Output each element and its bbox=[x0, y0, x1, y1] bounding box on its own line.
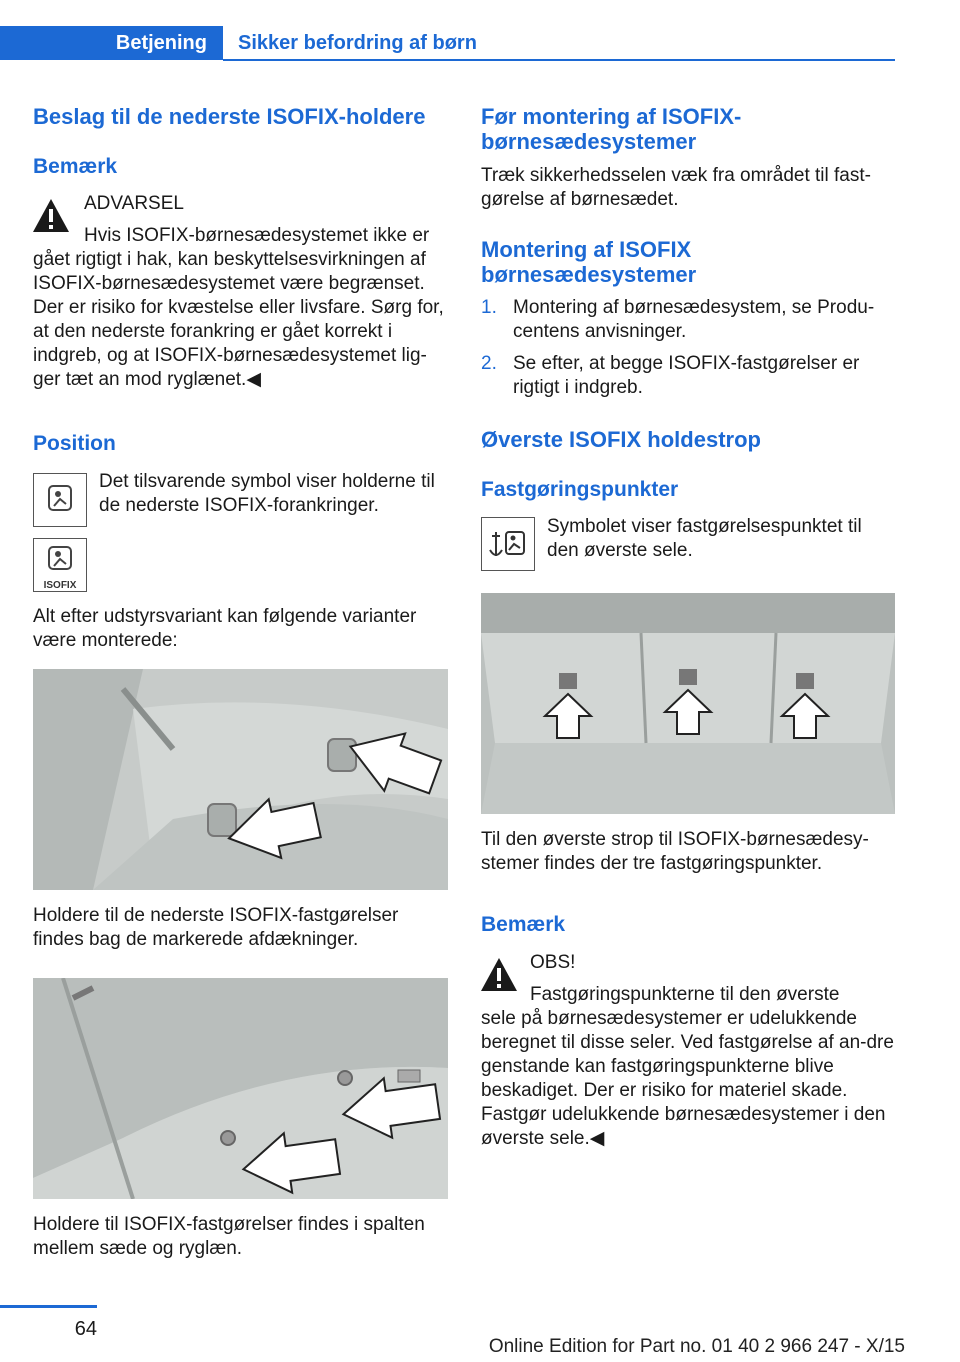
edition-text: Online Edition for Part no. 01 40 2 966 247 - X/15 bbox=[488, 1336, 905, 1357]
top-tether-symbol bbox=[481, 517, 535, 571]
child-seat-symbol bbox=[33, 473, 87, 527]
trunk-caption: Til den øverste strop til ISOFIX-børnesædesy-stemer findes der tre fastgøringspunkter. bbox=[481, 829, 869, 874]
list-item bbox=[481, 352, 895, 400]
fastgoring-text: Symbolet viser fastgørelsespunktet til den øverste sele. bbox=[547, 516, 862, 561]
list-item bbox=[481, 296, 895, 344]
caption-covers: Holdere til de nederste ISOFIX-fastgørelser findes bag de markerede afdækninger. bbox=[33, 905, 399, 950]
warning-body: gået rigtigt i hak, kan beskyttelsesvirkningen af ISOFIX-børnesædesystemet være begrænset. Der er risiko for kvæstelse eller livsfare. Sørg for, at den nederste forankring er gået korrekt i indgreb, og at ISOFIX-børnesædesystemet lig-ger tæt an mod ryglænet.◀ bbox=[33, 249, 444, 390]
page-number: 64 bbox=[74, 1318, 97, 1340]
step-number: 2. bbox=[481, 353, 497, 374]
header-rule bbox=[223, 59, 895, 61]
heading-fastgoringspunkter: Fastgøringspunkter bbox=[481, 478, 679, 501]
isofix-photo-gap bbox=[33, 978, 448, 1199]
heading-montering: Montering af ISOFIX børnesædesystemer bbox=[481, 237, 697, 287]
step-number: 1. bbox=[481, 297, 497, 318]
heading-foer-montering: Før montering af ISOFIX-børnesædesystemer bbox=[481, 104, 742, 154]
warning-icon bbox=[31, 196, 71, 236]
step-text: Se efter, at begge ISOFIX-fastgørelser er rigtigt i indgreb. bbox=[513, 353, 860, 398]
steps-list bbox=[481, 296, 895, 400]
step-text: Montering af børnesædesystem, se Produ-centens anvisninger. bbox=[513, 297, 875, 342]
obs-line1: Fastgøringspunkterne til den øverste bbox=[530, 984, 840, 1005]
heading-overste-holdestrop: Øverste ISOFIX holdestrop bbox=[481, 427, 761, 452]
heading-bemaerk-right: Bemærk bbox=[481, 913, 566, 936]
footer-rule bbox=[0, 1305, 97, 1308]
obs-title: OBS! bbox=[530, 952, 576, 973]
heading-beslag: Beslag til de nederste ISOFIX-holdere bbox=[33, 104, 426, 129]
trunk-photo bbox=[481, 593, 895, 814]
child-seat-icon bbox=[34, 539, 86, 575]
child-seat-icon bbox=[34, 474, 86, 526]
warning-line1: Hvis ISOFIX-børnesædesystemet ikke er bbox=[84, 225, 430, 246]
foer-text: Træk sikkerhedsselen væk fra området til fast-gørelse af børnesædet. bbox=[481, 165, 871, 210]
tab-sikker-befordring[interactable]: Sikker befordring af børn bbox=[238, 32, 477, 54]
warning-icon bbox=[479, 955, 519, 995]
heading-bemaerk-left: Bemærk bbox=[33, 155, 118, 178]
heading-position: Position bbox=[33, 432, 116, 455]
caption-gap: Holdere til ISOFIX-fastgørelser findes i spalten mellem sæde og ryglæn. bbox=[33, 1214, 425, 1259]
warning-title: ADVARSEL bbox=[84, 193, 184, 214]
isofix-symbol bbox=[33, 538, 87, 592]
anchor-seat-icon bbox=[482, 518, 534, 570]
obs-body: sele på børnesædesystemer er udelukkende beregnet til disse seler. Ved fastgørelse af an-dre genstande kan fastgøringspunkterne blive beskadiget. Der er risiko for materiel skade. Fastgør udelukkende børnesædesystemer i den øverste sele.◀ bbox=[481, 1008, 894, 1149]
tab-betjening[interactable]: Betjening bbox=[0, 26, 223, 60]
position-text: Det tilsvarende symbol viser holderne til de nederste ISOFIX-forankringer. bbox=[99, 471, 435, 516]
variants-text: Alt efter udstyrsvariant kan følgende varianter være monterede: bbox=[33, 606, 417, 651]
isofix-label: ISOFIX bbox=[43, 580, 77, 591]
isofix-photo-covers bbox=[33, 669, 448, 890]
